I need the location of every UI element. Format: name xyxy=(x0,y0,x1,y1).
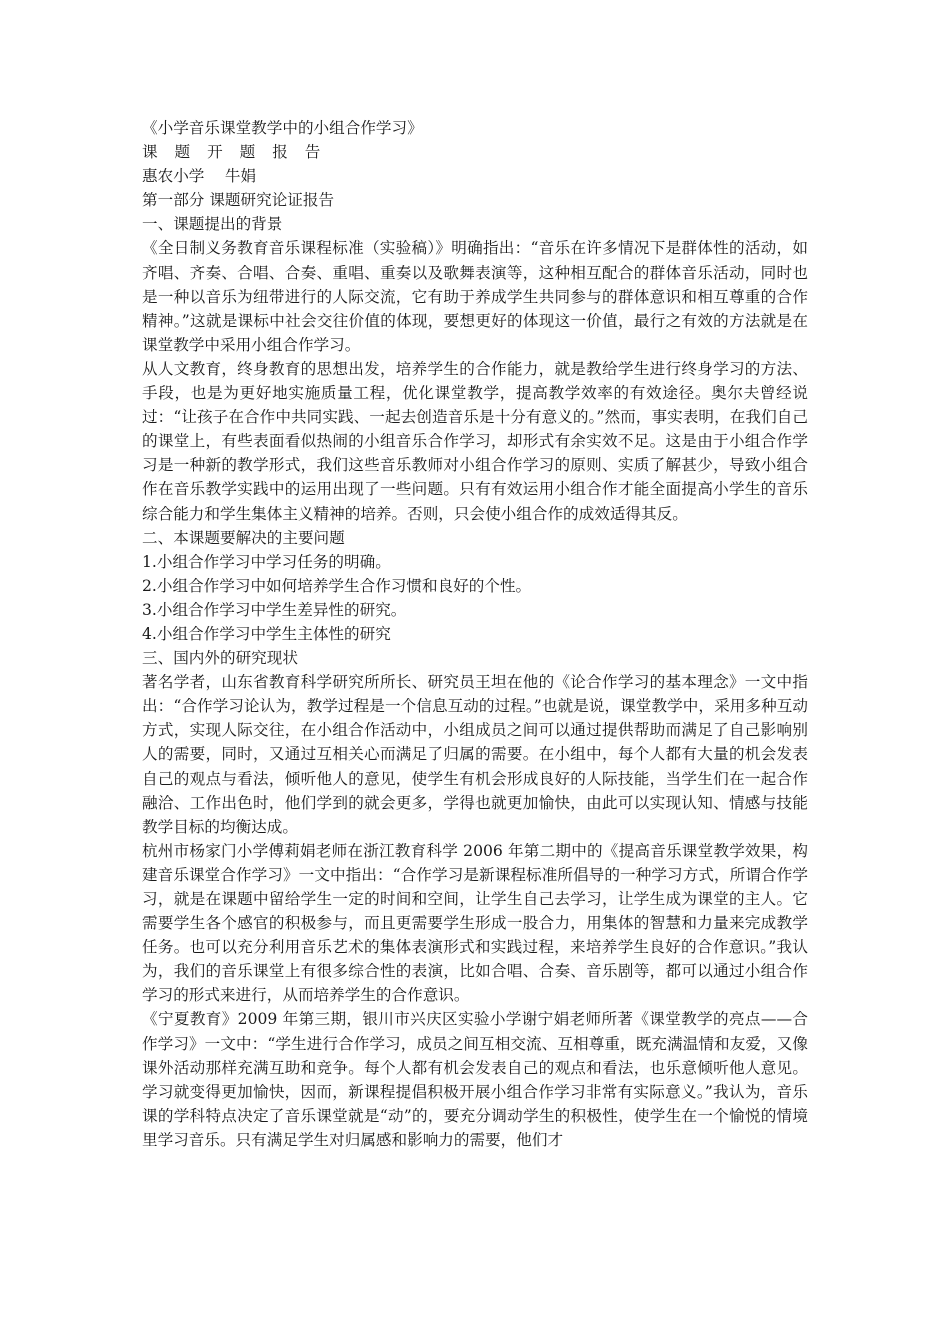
paragraph: 从人文教育，终身教育的思想出发，培养学生的合作能力，就是教给学生进行终身学习的方法、手段，也是为更好地实施质量工程，优化课堂教学，提高教学效率的有效途径。奥尔夫曾经说过：“让孩子在合作中共同实践、一起去创造音乐是十分有意义的。”然而，事实表明，在我们自己的课堂上，有些表面看似热闹的小组音乐合作学习，却形式有余实效不足。这是由于小组合作学习是一种新的教学形式，我们这些音乐教师对小组合作学习的原则、实质了解甚少，导致小组合作在音乐教学实践中的运用出现了一些问题。只有有效运用小组合作才能全面提高小学生的音乐综合能力和学生集体主义精神的培养。否则，只会使小组合作的成效适得其反。 xyxy=(142,359,808,523)
list-item: 3.小组合作学习中学生差异性的研究。 xyxy=(142,600,407,619)
section-heading-research-status: 三、国内外的研究现状 xyxy=(142,649,298,668)
document-title: 《小学音乐课堂教学中的小组合作学习》 xyxy=(142,119,423,137)
list-item: 2.小组合作学习中如何培养学生合作习惯和良好的个性。 xyxy=(142,576,532,595)
author-line: 惠农小学 牛娟 xyxy=(142,167,257,186)
part-heading: 第一部分 课题研究论证报告 xyxy=(142,191,335,210)
list-item: 1.小组合作学习中学习任务的明确。 xyxy=(142,552,391,571)
paragraph: 《全日制义务教育音乐课程标准（实验稿）》明确指出：“音乐在许多情况下是群体性的活动，如齐唱、齐奏、合唱、合奏、重唱、重奏以及歌舞表演等，这种相互配合的群体音乐活动，同时也是一种以音乐为纽带进行的人际交流，它有助于养成学生共同参与的群体意识和相互尊重的合作精神。”这就是课标中社会交往价值的体现，要想更好的体现这一价值，最行之有效的方法就是在课堂教学中采用小组合作学习。 xyxy=(142,239,808,354)
section-heading-background: 一、课题提出的背景 xyxy=(142,215,283,234)
document-subtitle: 课 题 开 题 报 告 xyxy=(142,143,327,162)
paragraph: 著名学者，山东省教育科学研究所所长、研究员王坦在他的《论合作学习的基本理念》一文中指出：“合作学习论认为，教学过程是一个信息互动的过程。”也就是说，课堂教学中，采用多种互动方式，实现人际交往，在小组合作活动中，小组成员之间可以通过提供帮助而满足了自己影响别人的需要，同时，又通过互相关心而满足了归属的需要。在小组中，每个人都有大量的机会发表自己的观点与看法，倾听他人的意见，使学生有机会形成良好的人际技能，当学生们在一起合作融洽、工作出色时，他们学到的就会更多，学得也就更加愉快，由此可以实现认知、情感与技能教学目标的均衡达成。 xyxy=(142,673,808,836)
document-page xyxy=(142,116,808,1152)
paragraph: 《宁夏教育》2009 年第三期，银川市兴庆区实验小学谢宁娟老师所著《课堂教学的亮点——合作学习》一文中：“学生进行合作学习，成员之间互相交流、互相尊重，既充满温情和友爱，又像课外活动那样充满互助和竞争。每个人都有机会发表自己的观点和看法，也乐意倾听他人意见。学习就变得更加愉快，因而，新课程提倡积极开展小组合作学习非常有实际意义。”我认为，音乐课的学科特点决定了音乐课堂就是“动”的，要充分调动学生的积极性，使学生在一个愉悦的情境里学习音乐。只有满足学生对归属感和影响力的需要，他们才 xyxy=(142,1010,808,1149)
section-heading-problems: 二、本课题要解决的主要问题 xyxy=(142,528,345,547)
paragraph: 杭州市杨家门小学傅莉娟老师在浙江教育科学 2006 年第二期中的《提高音乐课堂教学效果，构建音乐课堂合作学习》一文中指出：“合作学习是新课程标准所倡导的一种学习方式，所谓合作学习，就是在课题中留给学生一定的时间和空间，让学生自己去学习，让学生成为课堂的主人。它需要学生各个感官的积极参与，而且更需要学生形成一股合力，用集体的智慧和力量来完成教学任务。也可以充分利用音乐艺术的集体表演形式和实践过程，来培养学生良好的合作意识。”我认为，我们的音乐课堂上有很多综合性的表演，比如合唱、合奏、音乐剧等，都可以通过小组合作学习的形式来进行，从而培养学生的合作意识。 xyxy=(142,841,808,1005)
list-item: 4.小组合作学习中学生主体性的研究 xyxy=(142,624,391,643)
